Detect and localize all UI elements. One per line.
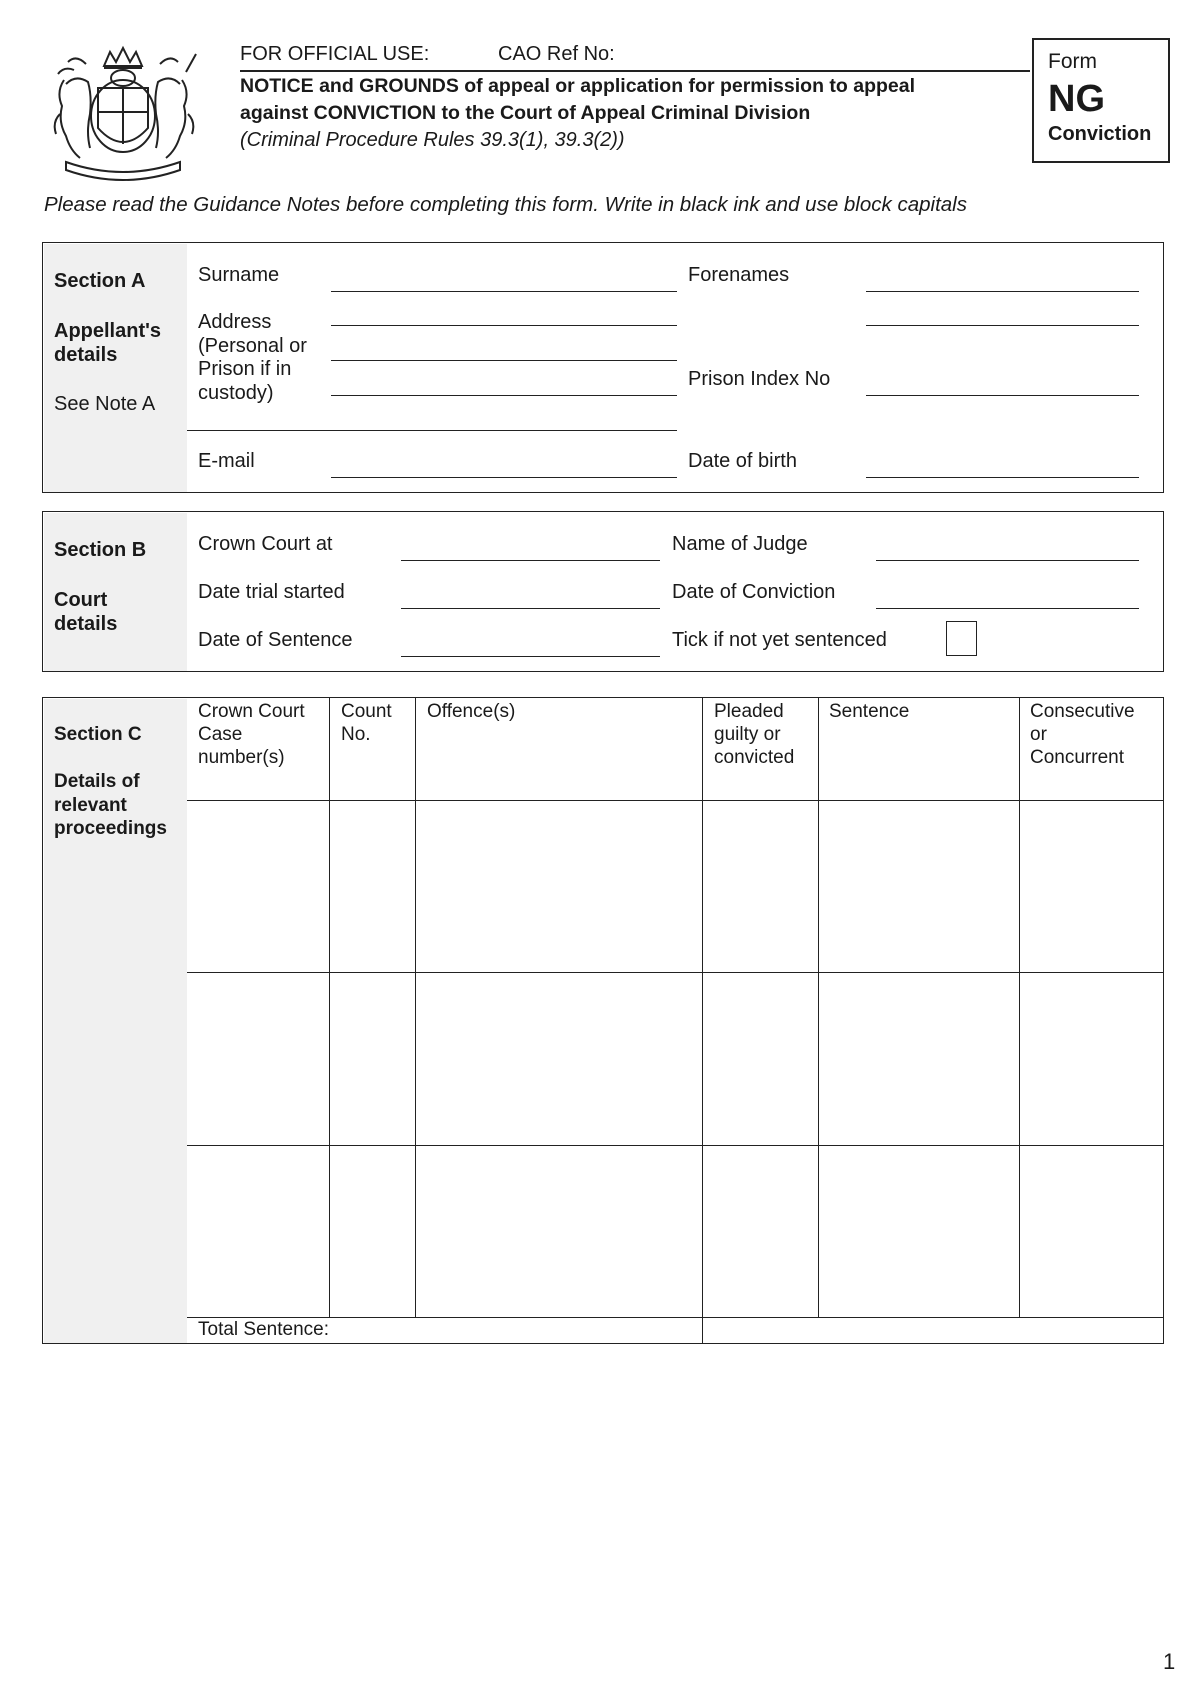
address-field-line-3[interactable] (331, 395, 677, 396)
form-code: NG (1048, 78, 1105, 120)
table-row[interactable] (188, 974, 1163, 1144)
email-field[interactable] (331, 477, 677, 478)
address-field-line-2[interactable] (331, 360, 677, 361)
header-rule (240, 70, 1030, 72)
address-label: Address (Personal or Prison if in custody) (198, 311, 307, 404)
section-a-subtitle: Appellant's details (54, 320, 161, 366)
judge-field[interactable] (876, 560, 1139, 561)
form-label: Form (1048, 50, 1097, 73)
section-b-subtitle: Court details (54, 589, 118, 635)
section-b-title: Section B (54, 539, 147, 561)
row-divider-3 (187, 1317, 1164, 1318)
col-header-count: Count No. (341, 701, 392, 745)
table-row[interactable] (188, 1147, 1163, 1316)
section-a-note: See Note A (54, 393, 156, 415)
address-field-line-1[interactable] (331, 325, 677, 326)
page-number: 1 (1163, 1649, 1176, 1674)
trial-started-label: Date trial started (198, 581, 345, 603)
not-sentenced-checkbox[interactable] (946, 621, 977, 656)
row-divider-1 (187, 972, 1164, 973)
crown-court-field[interactable] (401, 560, 660, 561)
conviction-date-label: Date of Conviction (672, 581, 836, 603)
sentence-date-label: Date of Sentence (198, 629, 353, 651)
total-sentence-label: Total Sentence: (198, 1319, 329, 1340)
judge-label: Name of Judge (672, 533, 808, 555)
row-divider-2 (187, 1145, 1164, 1146)
cao-ref-label: CAO Ref No: (498, 43, 615, 65)
crown-court-label: Crown Court at (198, 533, 333, 555)
section-c-title: Section C (54, 724, 142, 745)
rules-reference: (Criminal Procedure Rules 39.3(1), 39.3(2)) (240, 129, 625, 151)
form-type: Conviction (1048, 123, 1152, 145)
instructions: Please read the Guidance Notes before completing this form. Write in black ink and use block capitals (44, 193, 967, 216)
col-header-pleaded: Pleaded guilty or convicted (714, 701, 795, 768)
forenames-field[interactable] (866, 291, 1139, 292)
trial-started-field[interactable] (401, 608, 660, 609)
col-header-sentence: Sentence (829, 701, 910, 722)
section-c-subtitle: Details of relevant proceedings (54, 771, 167, 839)
email-label: E-mail (198, 450, 255, 472)
not-sentenced-label: Tick if not yet sentenced (672, 629, 887, 651)
form-title-line-2: against CONVICTION to the Court of Appeal Criminal Division (240, 102, 811, 124)
prison-index-label: Prison Index No (688, 368, 831, 390)
dob-label: Date of birth (688, 450, 797, 472)
col-header-offences: Offence(s) (427, 701, 516, 722)
sentence-date-field[interactable] (401, 656, 660, 657)
table-row[interactable] (188, 802, 1163, 971)
dob-field[interactable] (866, 477, 1139, 478)
address-field-line-4[interactable] (187, 430, 677, 431)
surname-label: Surname (198, 264, 280, 286)
col-header-case-number: Crown Court Case number(s) (198, 701, 305, 768)
section-a-title: Section A (54, 270, 146, 292)
forenames-field-line-2[interactable] (866, 325, 1139, 326)
surname-field[interactable] (331, 291, 677, 292)
prison-index-field[interactable] (866, 395, 1139, 396)
total-sentence-field[interactable] (704, 1319, 1163, 1343)
royal-coat-of-arms (46, 44, 201, 182)
form-id-box (1032, 38, 1170, 163)
form-title-line-1: NOTICE and GROUNDS of appeal or application for permission to appeal (240, 75, 915, 97)
header-row-divider (187, 800, 1164, 801)
col-header-consecutive: Consecutive or Concurrent (1030, 701, 1135, 768)
forenames-label: Forenames (688, 264, 790, 286)
official-use-label: FOR OFFICIAL USE: (240, 43, 430, 65)
conviction-date-field[interactable] (876, 608, 1139, 609)
